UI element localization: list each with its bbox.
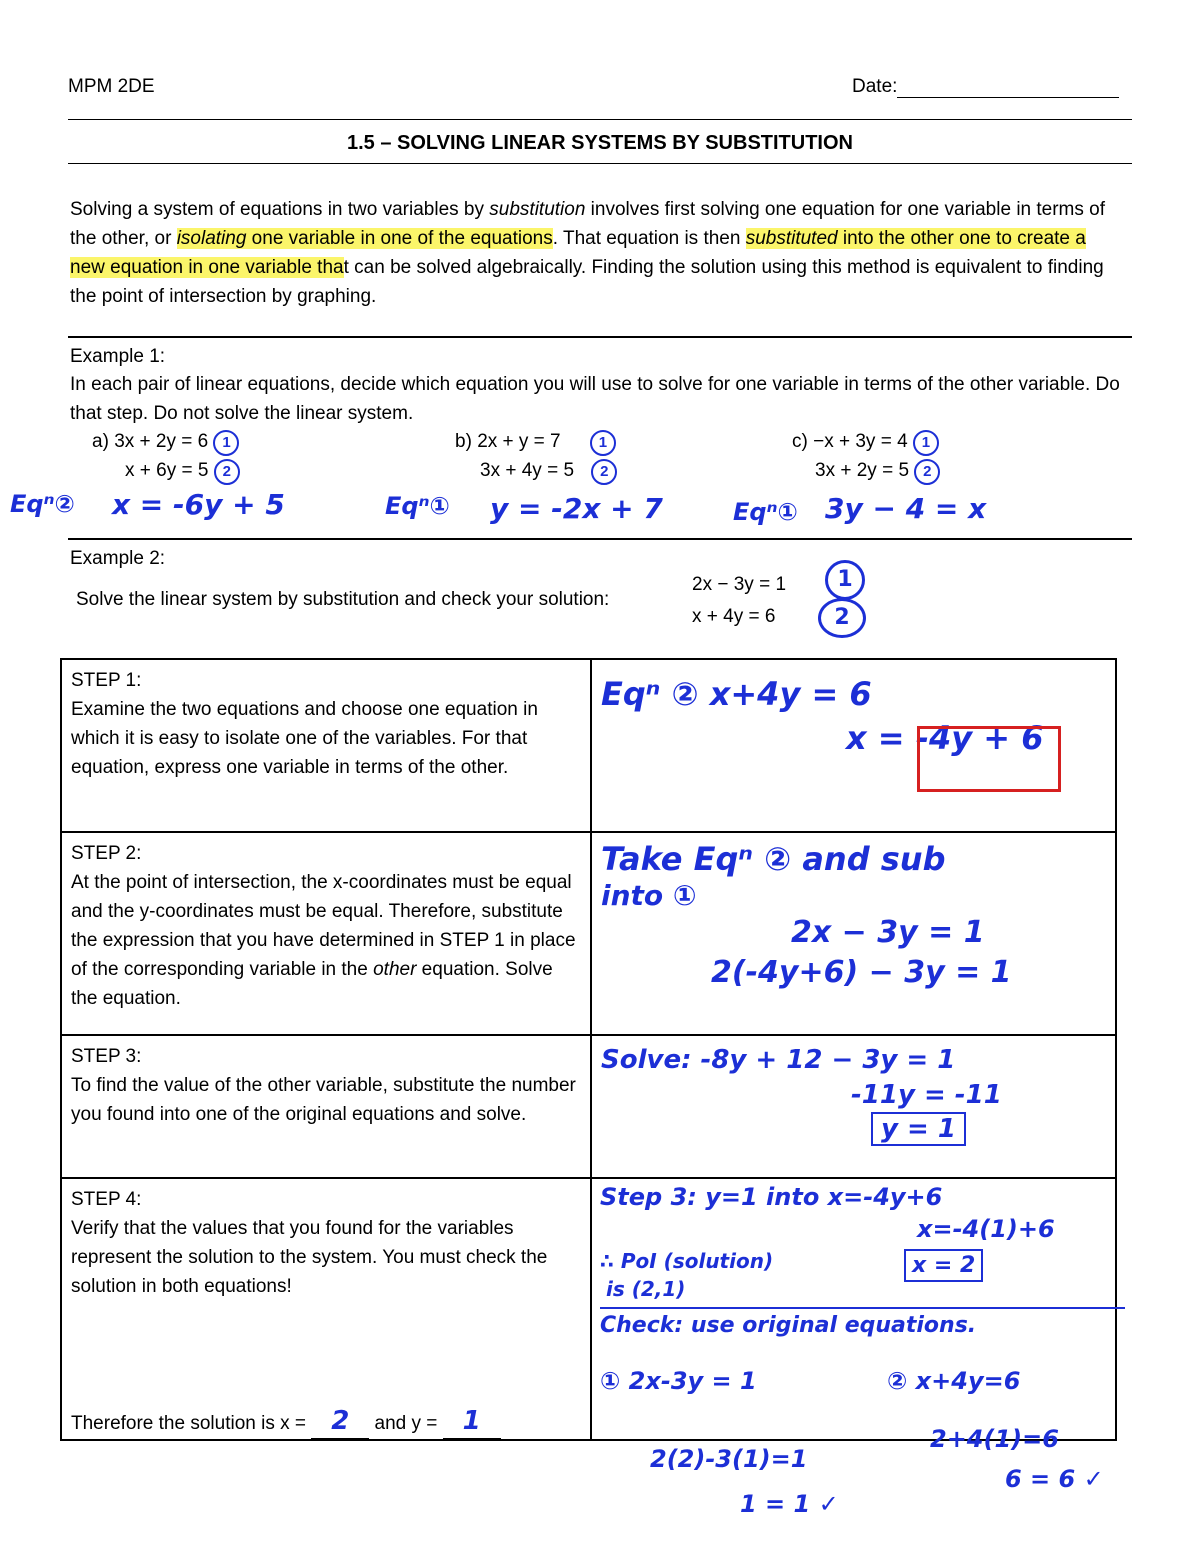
- circled-two-icon: 2: [214, 459, 240, 485]
- example2-eq2: x + 4y = 6: [692, 606, 776, 627]
- step3-text: To find the value of the other variable, substitute the number you found into one of the original equations and solve.: [71, 1075, 576, 1125]
- table-row: [61, 1178, 1116, 1440]
- step1-text: Examine the two equations and choose one equation in which it is easy to isolate one of the variables. For that equation, express one variable in terms of the other.: [71, 699, 538, 778]
- step4-work-line: ∴ PoI (solution): [600, 1249, 774, 1273]
- step4-text: Verify that the values that you found for the variables represent the solution to the system. You must check the solution in both equations!: [71, 1218, 548, 1297]
- check-line-3: 1 = 1 ✓: [740, 1490, 839, 1518]
- step2-cell: [61, 832, 591, 1035]
- hand-answer-c: 3y − 4 = x: [825, 492, 987, 525]
- circled-one-icon: 1: [590, 430, 616, 456]
- step4-work-line: ① 2x-3y = 1: [600, 1367, 757, 1395]
- header-rule: [68, 119, 1132, 120]
- example2-text: Solve the linear system by substitution and check your solution:: [76, 589, 610, 610]
- step2-work: [591, 832, 1116, 1035]
- hand-answer-a: x = -6y + 5: [112, 488, 285, 521]
- step3-title: STEP 3:: [71, 1046, 142, 1067]
- step2-work-line: 2x − 3y = 1: [791, 915, 985, 950]
- check-line-2: 2+4(1)=6: [930, 1425, 1059, 1453]
- circled-one-icon: 1: [913, 430, 939, 456]
- step2-work-line: 2(-4y+6) − 3y = 1: [711, 955, 1012, 990]
- step3-answer: y = 1: [871, 1112, 966, 1146]
- check-line-4: 6 = 6 ✓: [1005, 1465, 1104, 1493]
- step4-work-line: ② x+4y=6: [887, 1367, 1021, 1395]
- step4-conclusion: Therefore the solution is x = 2 and y = 1: [71, 1407, 501, 1439]
- example1-part-a: a) 3x + 2y = 6 1: [92, 427, 239, 456]
- step4-work-line: Check: use original equations.: [600, 1307, 1125, 1340]
- circled-one-icon: 1: [213, 430, 239, 456]
- step3-work: [591, 1035, 1116, 1178]
- step3-work-line: Solve: -8y + 12 − 3y = 1: [601, 1045, 956, 1075]
- section-rule-1: [68, 336, 1132, 338]
- step2-work-line: into ①: [601, 879, 697, 912]
- page-title: 1.5 – SOLVING LINEAR SYSTEMS BY SUBSTITUTION: [346, 132, 853, 154]
- section-rule-2: [68, 538, 1132, 540]
- example1-label: Example 1:: [70, 346, 166, 367]
- step4-work-line: x=-4(1)+6: [917, 1215, 1055, 1243]
- step1-work: [591, 659, 1116, 832]
- example1-part-b-eq2: 3x + 4y = 5 2: [480, 456, 617, 485]
- step4-title: STEP 4:: [71, 1189, 142, 1210]
- step2-title: STEP 2:: [71, 843, 142, 864]
- step4-answer: x = 2: [904, 1249, 983, 1282]
- step3-cell: [61, 1035, 591, 1178]
- step4-work-line: is (2,1): [606, 1277, 686, 1301]
- date-label: [852, 76, 1119, 98]
- hand-answer-b: y = -2x + 7: [490, 492, 663, 525]
- circled-two-icon: 2: [914, 459, 940, 485]
- example2-label: Example 2:: [70, 548, 166, 569]
- answer-box: [917, 726, 1061, 792]
- title-rule: [68, 163, 1132, 164]
- table-row: [61, 1035, 1116, 1178]
- example2-eq1: 2x − 3y = 1: [692, 574, 787, 595]
- circled-one-icon: 1: [825, 560, 865, 600]
- date-label-text: Date:: [852, 76, 898, 97]
- step1-work-line: Eqⁿ ② x+4y = 6: [601, 675, 872, 713]
- table-row: [61, 659, 1116, 832]
- step3-work-line: -11y = -11: [851, 1080, 1002, 1110]
- step1-title: STEP 1:: [71, 670, 142, 691]
- steps-table: [60, 658, 1117, 1441]
- step1-cell: [61, 659, 591, 832]
- step2-work-line: Take Eqⁿ ② and sub: [601, 840, 946, 878]
- step4-work-line: Step 3: y=1 into x=-4y+6: [600, 1183, 943, 1211]
- step1-work-line: x = -4y + 6: [846, 719, 1044, 757]
- circled-two-icon: 2: [591, 459, 617, 485]
- step2-text: At the point of intersection, the x-coordinates must be equal and the y-coordinates must be equal. Therefore, substitute the expression that you have determined in STEP 1 in place of the corresponding variable in the other equation. Solve the equation.: [71, 872, 576, 1009]
- example1-part-c: c) −x + 3y = 4 1: [792, 427, 939, 456]
- step4-work: [591, 1178, 1116, 1440]
- example1-part-c-eq2: 3x + 2y = 5 2: [815, 456, 940, 485]
- intro-paragraph: Solving a system of equations in two variables by substitution involves first solving one equation for one variable in terms of the other, or isolating one variable in one of the equations. That equation is then substituted into the other one to create a new equation in one variable that can be solved algebraically. Finding the solution using this method is equivalent to finding the point of intersection by graphing.: [70, 199, 1106, 307]
- example1-part-b: b) 2x + y = 7 1: [455, 427, 616, 456]
- course-code: MPM 2DE: [68, 76, 155, 97]
- hand-label-c: Eqⁿ①: [733, 498, 798, 526]
- circled-two-icon: 2: [818, 598, 866, 638]
- table-row: [61, 832, 1116, 1035]
- check-line-1: 2(2)-3(1)=1: [650, 1445, 808, 1473]
- example1-text: In each pair of linear equations, decide which equation you will use to solve for one variable in terms of the other variable. Do that step. Do not solve the linear system.: [70, 374, 1120, 424]
- hand-label-b: Eqⁿ①: [385, 492, 450, 520]
- step4-cell: [61, 1178, 591, 1440]
- hand-label-a: Eqⁿ②: [10, 490, 75, 518]
- example1-part-a-eq2: x + 6y = 5 2: [125, 456, 240, 485]
